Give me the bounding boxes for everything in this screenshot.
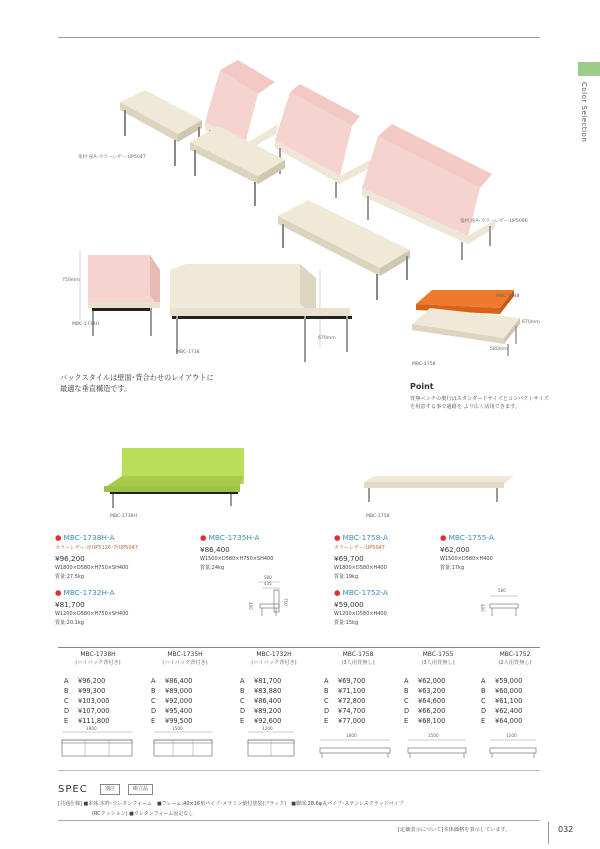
mbc1738h-lime-label: MBC-1738H	[110, 514, 138, 519]
plan-width-1738h: 1800	[86, 726, 97, 731]
column-model: MBC-1755	[422, 651, 454, 658]
model-block-1738h	[55, 533, 138, 580]
table-top-rule	[58, 647, 540, 648]
model-size: W1500×D580×H400	[440, 556, 493, 562]
plan-width-1758: 1800	[346, 733, 357, 738]
price-column-1755	[398, 651, 478, 727]
model-color: カラーレザー:座UP5126･背UP5047	[55, 545, 138, 551]
dim-580-label: 580mm	[490, 347, 508, 352]
material-caption-left: 張材:座A･カラーレザー:UP5047	[78, 155, 146, 160]
model-block-1735h	[200, 533, 273, 571]
mbc1738-photo-label: MBC-1738	[176, 350, 200, 355]
diagram-dim-400-a: 400	[248, 602, 253, 610]
model-name: MBC-1755-A	[448, 533, 494, 542]
page-number: 032	[558, 825, 574, 834]
model-name: MBC-1758-A	[342, 533, 388, 542]
column-model: MBC-1758	[342, 651, 374, 658]
model-size: W1800×D580×H750×SH400	[55, 565, 129, 571]
price-column-1758	[318, 651, 398, 727]
price-row: C ¥92,000	[151, 697, 193, 705]
column-sub: (3人用背無し)	[421, 660, 455, 666]
price-row: D ¥107,000	[64, 707, 110, 715]
model-weight: 質量:20.1kg	[55, 620, 84, 626]
price-row: B ¥89,000	[151, 687, 193, 695]
diagram-dim-580-b: 580	[498, 588, 506, 593]
model-price: ¥81,700	[55, 600, 85, 609]
model-color: カラーレザー:UP5047	[334, 545, 385, 551]
cream-seat-bench-photo	[360, 472, 520, 512]
dim-750-label: 750mm	[62, 278, 80, 283]
price-row: A ¥62,000	[404, 677, 446, 685]
model-size: W1200×D580×H400	[334, 611, 387, 617]
model-name: MBC-1752-A	[342, 588, 388, 597]
top-rule	[58, 37, 540, 38]
price-row: B ¥63,200	[404, 687, 446, 695]
model-name: MBC-1738H-A	[63, 533, 115, 542]
price-row: A ¥96,200	[64, 677, 106, 685]
price-row: A ¥81,700	[240, 677, 282, 685]
mbc1758-cream-label: MBC-1758	[366, 514, 390, 519]
plan-diagram-1738h	[58, 726, 138, 766]
bullet-dot: ●	[334, 533, 341, 542]
price-row: A ¥86,400	[151, 677, 193, 685]
table-bottom-rule	[58, 770, 540, 771]
price-column-1738h	[58, 651, 138, 727]
model-block-1755	[440, 533, 494, 571]
price-row: C ¥61,100	[481, 697, 523, 705]
diagram-dim-750: 750	[283, 598, 288, 606]
price-row: B ¥99,300	[64, 687, 106, 695]
price-row: D ¥89,200	[240, 707, 282, 715]
column-model: MBC-1752	[499, 651, 531, 658]
column-model: MBC-1735H	[167, 651, 203, 658]
price-row: A ¥59,000	[481, 677, 523, 685]
dim-670-label-a: 670mm	[318, 336, 336, 341]
price-row: A ¥69,700	[324, 677, 366, 685]
diagram-dim-435: 435	[264, 581, 272, 586]
dim-670-label-b: 670mm	[522, 320, 540, 325]
model-block-1732h	[55, 588, 128, 626]
material-caption-right: 張材:座A･カラーレザー:UP5096	[460, 219, 528, 224]
price-row: E ¥64,000	[481, 717, 523, 725]
model-weight: 質量:15kg	[334, 620, 359, 626]
model-weight: 質量:24kg	[200, 565, 225, 571]
price-row: D ¥62,400	[481, 707, 523, 715]
column-model: MBC-1738H	[80, 651, 116, 658]
diagram-dim-400-b: 400	[480, 604, 485, 612]
model-name: MBC-1735H-A	[208, 533, 260, 542]
model-weight: 質量:17kg	[440, 565, 465, 571]
point-body: 背無ベンチの奥行はスタンダードサイズとコンパクトサイズを用意する事で通路を より広く活用できます。	[410, 396, 549, 411]
plan-width-1735h: 1500	[172, 726, 183, 731]
diagram-dim-580: 580	[264, 575, 272, 580]
price-column-1732h	[234, 651, 314, 727]
footer-rule	[58, 820, 540, 821]
pink-backrest-bench-mid	[275, 84, 370, 198]
model-price: ¥86,400	[200, 545, 230, 554]
model-price: ¥69,700	[334, 554, 364, 563]
price-column-1752	[475, 651, 555, 727]
price-row: D ¥74,700	[324, 707, 366, 715]
plan-diagram-1735h	[150, 726, 220, 766]
cream-seat-bench-mid	[190, 126, 285, 206]
price-row: C ¥86,400	[240, 697, 282, 705]
plan-width-1755: 1500	[428, 733, 439, 738]
column-sub: (2人用背無し)	[498, 660, 532, 666]
plan-width-1752: 1200	[506, 733, 517, 738]
price-row: C ¥64,600	[404, 697, 446, 705]
price-row: C ¥72,800	[324, 697, 366, 705]
price-row: B ¥60,000	[481, 687, 523, 695]
spec-line-1: [共通仕様] ■本体:木枠･ウレタンフォーム ■フレーム:40×16角パイプ･メラミン焼付塗装(ブラック) ■脚部:28.6φ丸パイプ･ステンレスクラッドパイプ	[58, 801, 404, 807]
price-row: B ¥71,100	[324, 687, 366, 695]
model-block-1758	[334, 533, 388, 580]
column-sub: (ハイバック背付き)	[162, 660, 208, 666]
price-row: E ¥92,600	[240, 717, 282, 725]
bullet-dot: ●	[200, 533, 207, 542]
price-note: [定価表示について]本体価格を表示しています。	[398, 827, 511, 833]
lead-text: バックスタイルは壁面･背合わせのレイアウトに最適な垂直構造です。	[60, 373, 214, 393]
model-price: ¥59,000	[334, 600, 364, 609]
price-row: E ¥111,800	[64, 717, 110, 725]
custom-order-chip: 別注	[100, 784, 120, 795]
price-column-1735h	[145, 651, 225, 727]
lime-bench-photo	[100, 446, 250, 516]
plan-diagram-1732h	[244, 726, 304, 766]
model-price: ¥96,200	[55, 554, 85, 563]
column-sub: (ハイバック背付き)	[75, 660, 121, 666]
model-name: MBC-1732H-A	[63, 588, 115, 597]
bullet-dot: ●	[440, 533, 447, 542]
price-row: E ¥99,500	[151, 717, 193, 725]
mbc1758-photo-label: MBC-1758	[412, 362, 436, 367]
bullet-dot: ●	[55, 533, 62, 542]
price-row: D ¥95,400	[151, 707, 193, 715]
mbc1748-photo-label: MBC-1748	[496, 294, 520, 299]
spec-line-2: (RCクッション) ■ウレタンフォーム固定なし	[92, 811, 194, 817]
column-model: MBC-1732H	[256, 651, 292, 658]
price-row: E ¥77,000	[324, 717, 366, 725]
price-row: E ¥68,100	[404, 717, 446, 725]
spec-title: SPEC	[58, 784, 88, 795]
model-size: W1500×D580×H750×SH400	[200, 556, 274, 562]
assembly-chip: 組立品	[128, 784, 153, 795]
model-size: W1800×D580×H400	[334, 565, 387, 571]
price-row: B ¥83,880	[240, 687, 282, 695]
price-row: C ¥103,000	[64, 697, 110, 705]
point-title: Point	[410, 382, 434, 391]
plan-width-1732h: 1200	[262, 726, 273, 731]
bullet-dot: ●	[55, 588, 62, 597]
column-sub: (ハイバック背付き)	[251, 660, 297, 666]
column-sub: (3人用背無し)	[341, 660, 375, 666]
model-price: ¥62,000	[440, 545, 470, 554]
model-size: W1200×D580×H750×SH400	[55, 611, 129, 617]
model-weight: 質量:19kg	[334, 574, 359, 580]
section-label: Color Selection	[580, 82, 588, 143]
bullet-dot: ●	[334, 588, 341, 597]
seat-side-diagram	[486, 594, 526, 624]
page-divider	[548, 822, 549, 844]
model-weight: 質量:27.5kg	[55, 574, 84, 580]
mbc1738h-photo-label: MBC-1738H	[72, 322, 100, 327]
model-block-1752	[334, 588, 388, 626]
price-row: D ¥66,200	[404, 707, 446, 715]
